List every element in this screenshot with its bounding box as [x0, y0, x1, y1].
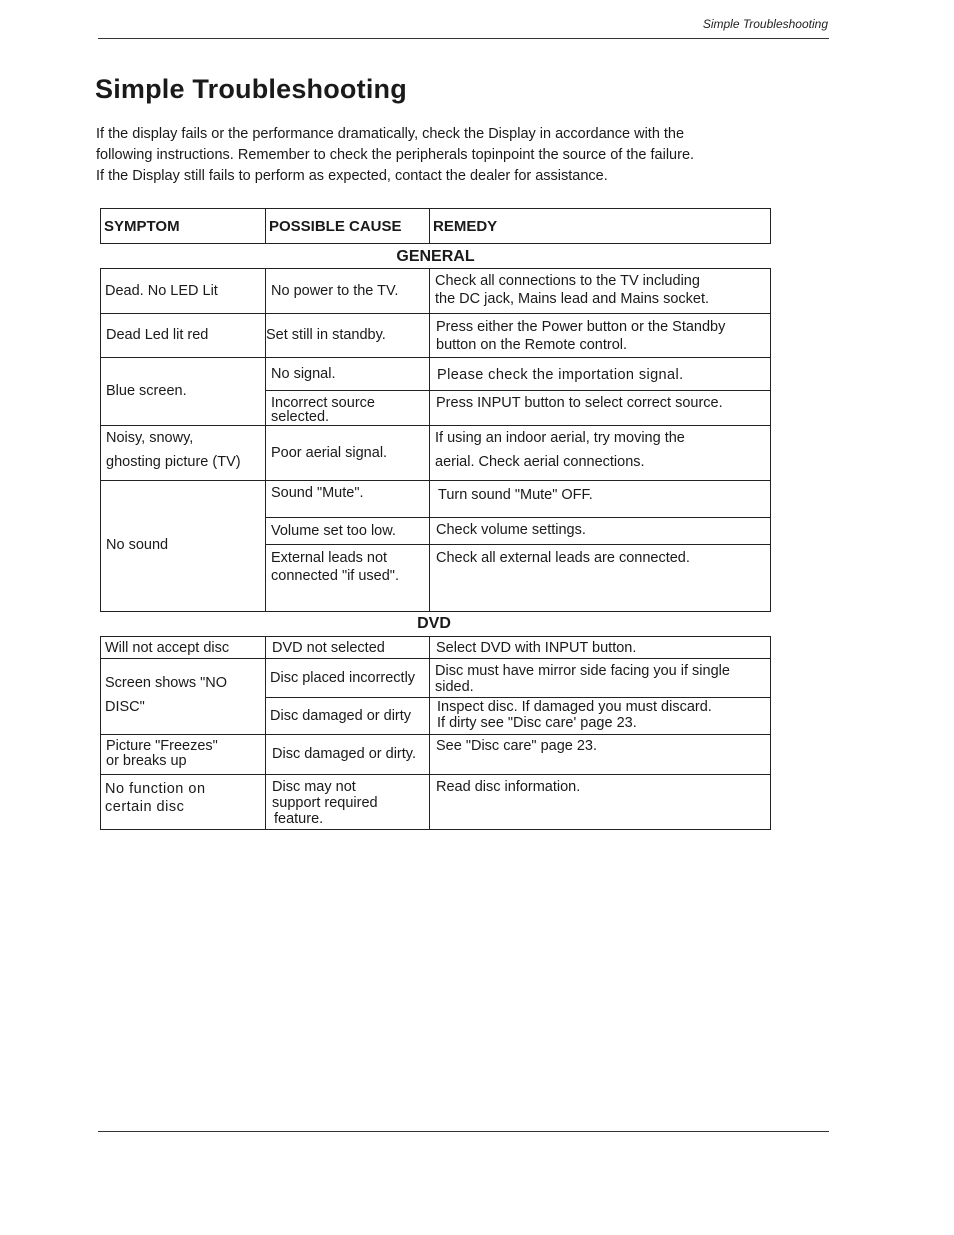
table-cell: Volume set too low.	[271, 523, 396, 539]
table-cell: Turn sound "Mute" OFF.	[438, 487, 593, 503]
section-heading-general: GENERAL	[396, 248, 475, 265]
table-cell: ghosting picture (TV)	[106, 454, 241, 470]
table-cell: DISC"	[105, 699, 145, 715]
table-cell: sided.	[435, 679, 474, 695]
page-title: Simple Troubleshooting	[95, 74, 407, 104]
table-cell: Select DVD with INPUT button.	[436, 640, 637, 656]
table-cell: feature.	[274, 811, 324, 827]
column-divider	[265, 268, 266, 612]
row-divider	[265, 517, 771, 518]
header-symptom: SYMPTOM	[104, 218, 180, 235]
row-divider	[265, 544, 771, 545]
row-divider	[100, 480, 771, 481]
table-cell: Press either the Power button or the Standby	[436, 319, 726, 335]
table-cell: DVD not selected	[272, 640, 385, 656]
table-cell: If using an indoor aerial, try moving the	[435, 430, 685, 446]
column-divider	[429, 208, 430, 244]
column-divider	[265, 636, 266, 830]
running-head: Simple Troubleshooting	[702, 17, 828, 31]
table-cell: Incorrect source	[271, 395, 375, 411]
table-cell: Dead Led lit red	[106, 327, 209, 343]
column-divider	[429, 636, 430, 830]
table-cell: No function on	[105, 781, 206, 797]
table-cell: No sound	[106, 537, 169, 553]
table-cell: Check volume settings.	[436, 522, 586, 538]
table-cell: Sound "Mute".	[271, 485, 364, 501]
table-cell: External leads not	[271, 550, 388, 566]
table-cell: Disc damaged or dirty.	[272, 746, 416, 762]
table-cell: Check all external leads are connected.	[436, 550, 690, 566]
table-cell: certain disc	[105, 799, 185, 815]
row-divider	[100, 774, 771, 775]
table-cell: the DC jack, Mains lead and Mains socket.	[435, 291, 710, 307]
table-cell: support required	[272, 795, 378, 811]
table-cell: Disc placed incorrectly	[270, 670, 416, 686]
table-cell: Disc damaged or dirty	[270, 708, 412, 724]
column-divider	[265, 208, 266, 244]
table-cell: selected.	[271, 409, 330, 425]
table-cell: No power to the TV.	[271, 283, 399, 299]
table-cell: No signal.	[271, 366, 336, 382]
footer-rule	[98, 1131, 829, 1132]
row-divider	[100, 357, 771, 358]
intro-line: If the display fails or the performance dramatically, check the Display in accordance with the	[96, 126, 685, 142]
section-heading-dvd: DVD	[417, 615, 451, 632]
column-divider	[429, 268, 430, 612]
table-cell: Please check the importation signal.	[437, 367, 684, 383]
header-rule	[98, 38, 829, 39]
row-divider	[100, 734, 771, 735]
intro-paragraph	[96, 124, 776, 187]
table-cell: or breaks up	[106, 753, 187, 769]
row-divider	[100, 658, 771, 659]
row-divider	[265, 390, 771, 391]
intro-line: following instructions. Remember to check the peripherals topinpoint the source of the failure.	[96, 147, 695, 163]
row-divider	[100, 425, 771, 426]
table-cell: Poor aerial signal.	[271, 445, 388, 461]
row-divider	[265, 697, 771, 698]
header-possible-cause: POSSIBLE CAUSE	[269, 218, 402, 235]
table-cell: Disc may not	[272, 779, 356, 795]
table-cell: Will not accept disc	[105, 640, 230, 656]
table-cell: button on the Remote control.	[436, 337, 628, 353]
table-cell: See "Disc care" page 23.	[436, 738, 598, 754]
table-cell: Inspect disc. If damaged you must discard.	[437, 699, 712, 715]
row-divider	[100, 313, 771, 314]
table-cell: Screen shows "NO	[105, 675, 227, 691]
table-cell: Noisy, snowy,	[106, 430, 194, 446]
table-cell: Blue screen.	[106, 383, 187, 399]
table-cell: Picture "Freezes"	[106, 738, 218, 754]
intro-line: If the Display still fails to perform as expected, contact the dealer for assistance.	[96, 168, 608, 184]
table-cell: connected "if used".	[271, 568, 399, 584]
table-cell: Check all connections to the TV including	[435, 273, 700, 289]
table-cell: Press INPUT button to select correct source.	[436, 395, 723, 411]
table-cell: Dead. No LED Lit	[105, 283, 218, 299]
table-cell: If dirty see "Disc care' page 23.	[437, 715, 637, 731]
header-remedy: REMEDY	[433, 218, 498, 235]
table-cell: aerial. Check aerial connections.	[435, 454, 645, 470]
table-cell: Set still in standby.	[266, 327, 386, 343]
table-cell: Read disc information.	[436, 779, 581, 795]
table-cell: Disc must have mirror side facing you if single	[435, 663, 730, 679]
